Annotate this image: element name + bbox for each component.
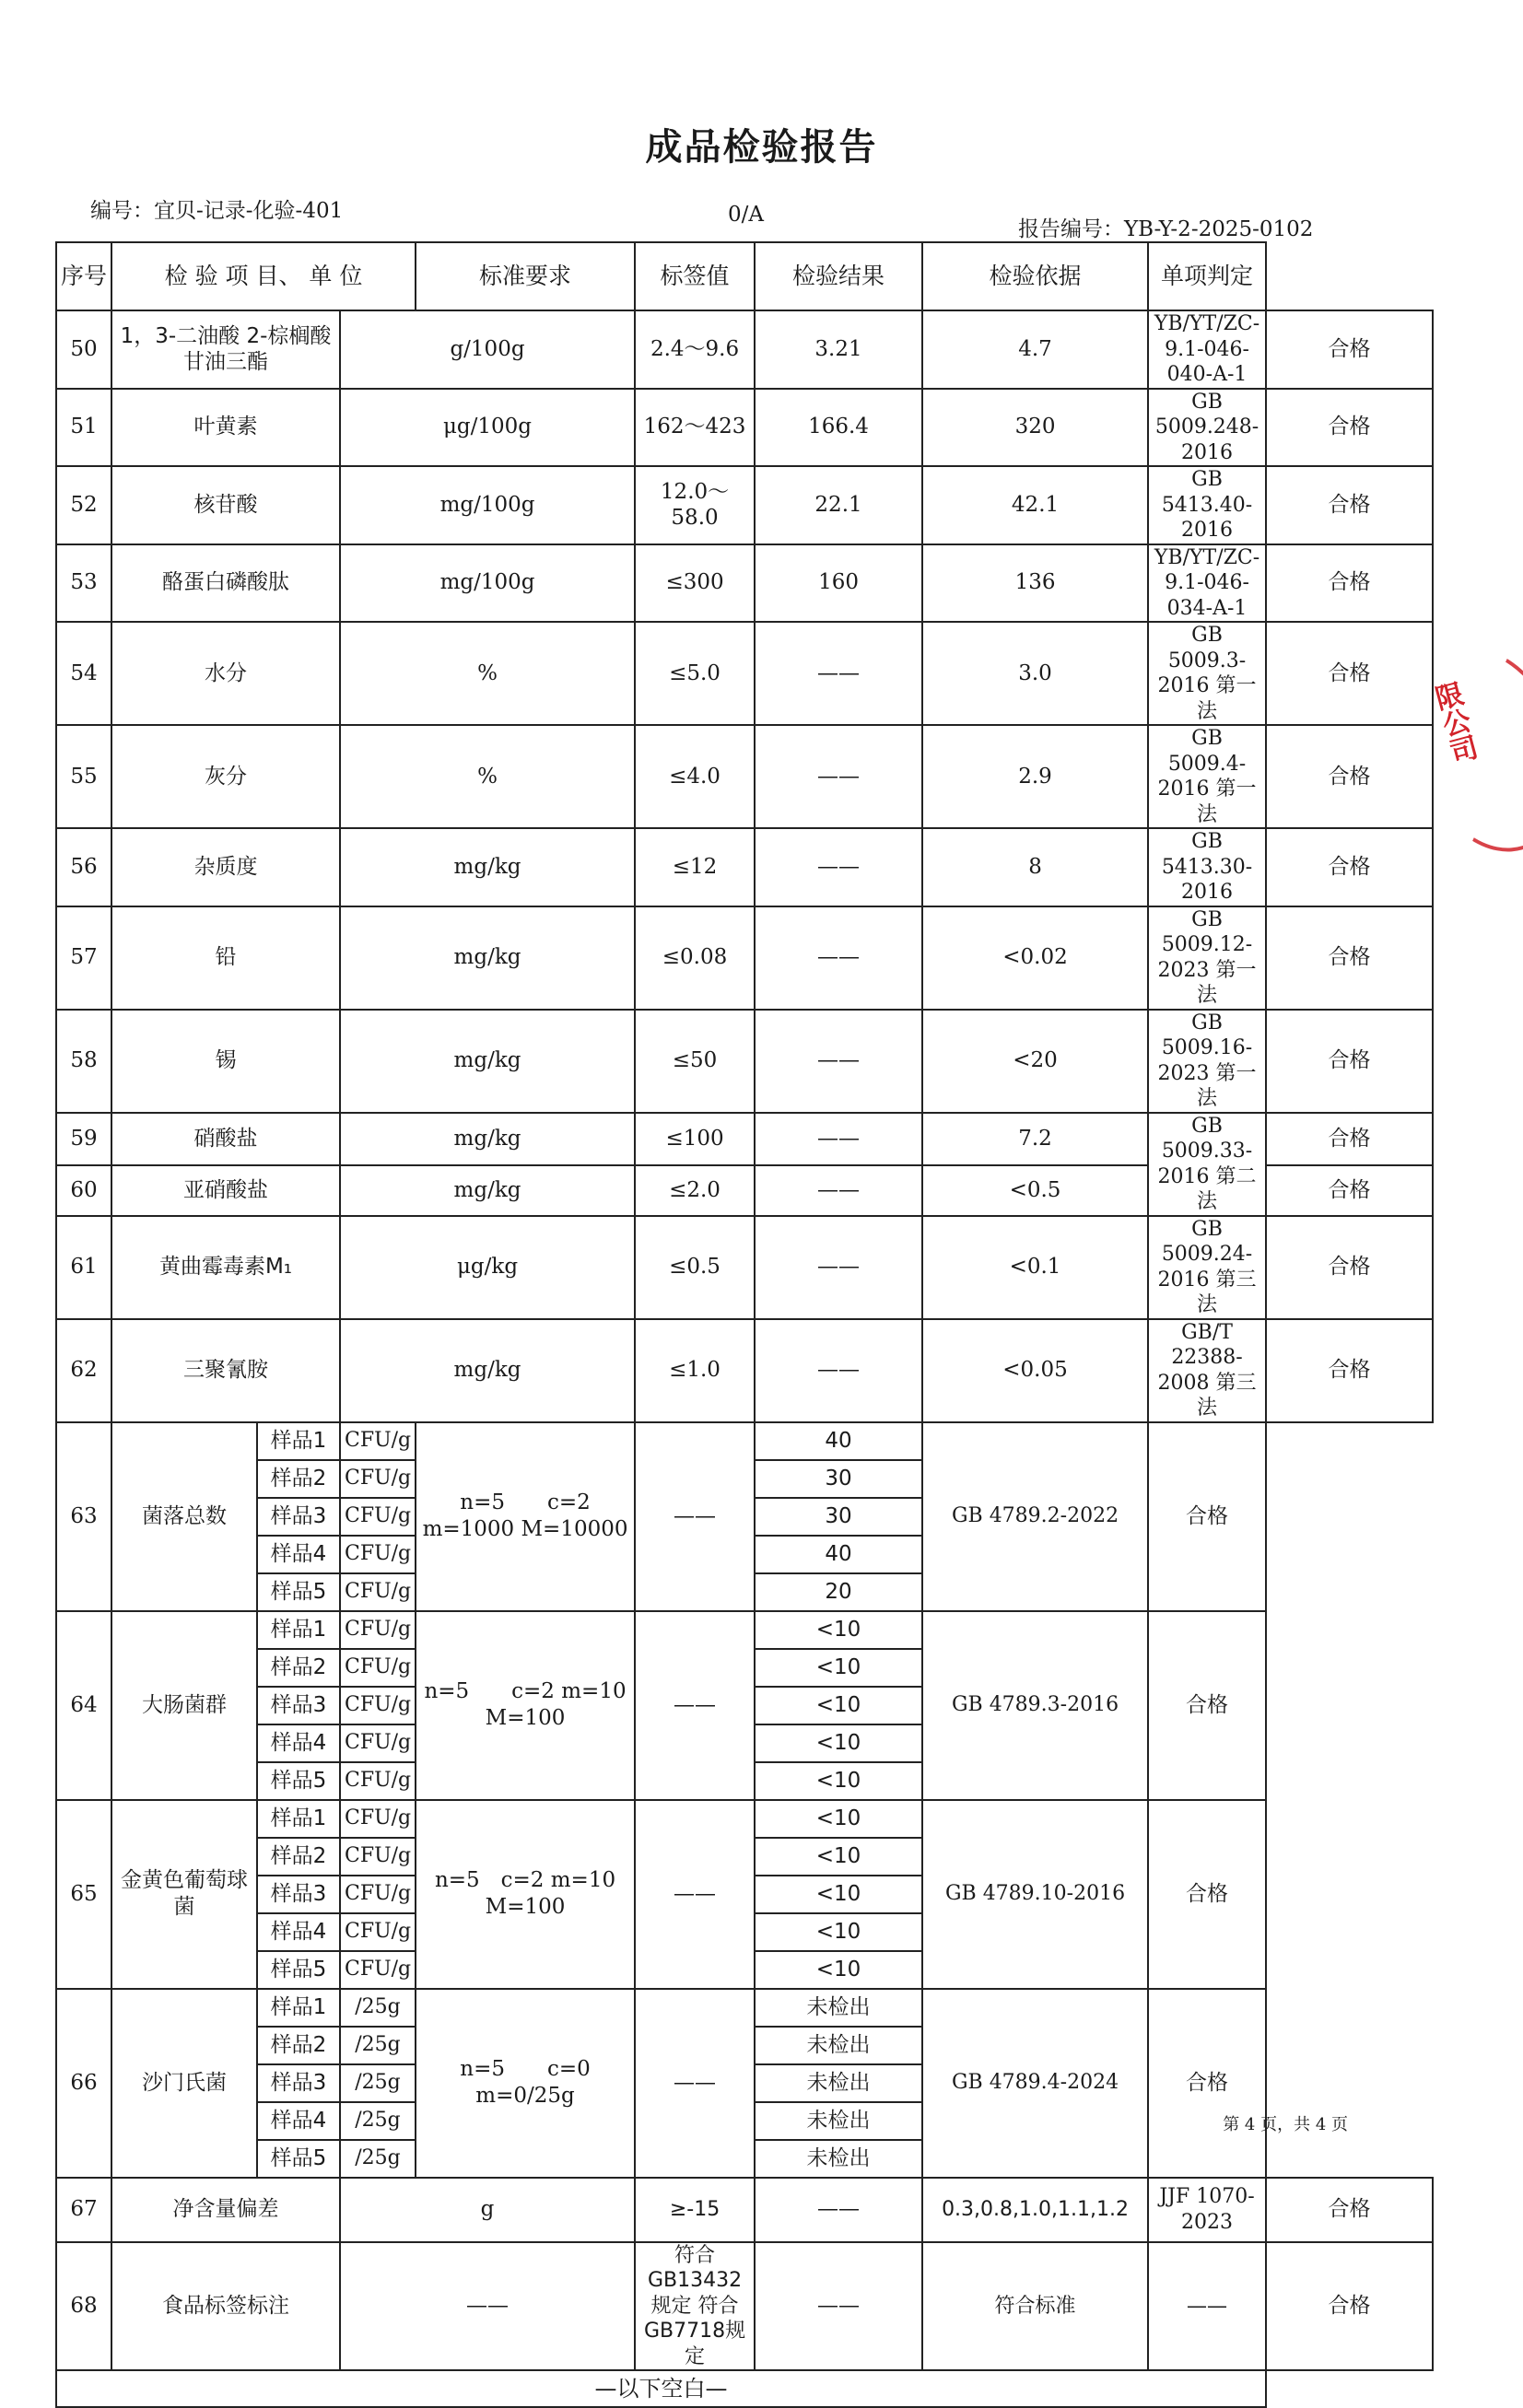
standard-requirement: n=5 c=2 m=10 M=100 [416, 1611, 635, 1800]
row-number: 61 [56, 1216, 111, 1319]
sample-unit: CFU/g [340, 1724, 416, 1762]
sample-name: 样品1 [257, 1989, 340, 2027]
sample-name: 样品4 [257, 1536, 340, 1573]
report-number: 报告编号：YB-Y-2-2025-0102 [1018, 217, 1314, 241]
page-footer: 第 4 页，共 4 页 [1223, 2115, 1348, 2134]
row-number: 66 [56, 1989, 111, 2178]
test-result: 136 [922, 544, 1148, 623]
row-number: 54 [56, 622, 111, 725]
table-row [56, 544, 1433, 623]
test-result: 3.0 [922, 622, 1148, 725]
report-title: 成品检验报告 [645, 126, 878, 169]
sample-unit: CFU/g [340, 1460, 416, 1498]
item-name: 大肠菌群 [111, 1611, 257, 1800]
sample-unit: /25g [340, 2102, 416, 2140]
blank-note: —以下空白— [56, 2370, 1266, 2407]
test-basis: YB/YT/ZC-9.1-046-040-A-1 [1148, 310, 1266, 389]
sample-name: 样品4 [257, 1913, 340, 1951]
item-name: 杂质度 [111, 828, 340, 906]
verdict: 合格 [1266, 1010, 1433, 1113]
test-result: 20 [755, 1573, 922, 1611]
item-unit: g/100g [340, 310, 635, 389]
standard-requirement: ≤0.08 [635, 906, 755, 1010]
sample-name: 样品5 [257, 1573, 340, 1611]
table-row [56, 1989, 1433, 2027]
test-basis: GB 4789.2-2022 [922, 1422, 1148, 1611]
standard-requirement: n=5 c=0 m=0/25g [416, 1989, 635, 2178]
verdict: 合格 [1148, 1800, 1266, 1989]
test-result: <10 [755, 1611, 922, 1649]
item-name: 灰分 [111, 725, 340, 828]
test-result: <10 [755, 1913, 922, 1951]
item-unit: mg/kg [340, 1319, 635, 1422]
sample-unit: CFU/g [340, 1611, 416, 1649]
standard-requirement: 12.0～58.0 [635, 466, 755, 544]
verdict: 合格 [1266, 1216, 1433, 1319]
item-unit: mg/kg [340, 828, 635, 906]
test-result: 40 [755, 1536, 922, 1573]
sample-name: 样品5 [257, 2140, 340, 2178]
item-name: 金黄色葡萄球菌 [111, 1800, 257, 1989]
standard-requirement: ≤300 [635, 544, 755, 623]
item-name: 硝酸盐 [111, 1113, 340, 1165]
test-basis: GB 5413.30-2016 [1148, 828, 1266, 906]
test-basis: GB 5009.248-2016 [1148, 389, 1266, 467]
test-result: 未检出 [755, 2140, 922, 2178]
test-result: <0.02 [922, 906, 1148, 1010]
label-value: —— [755, 1010, 922, 1113]
test-result: <0.1 [922, 1216, 1148, 1319]
sample-name: 样品2 [257, 1460, 340, 1498]
item-unit: —— [340, 2242, 635, 2371]
standard-requirement: ≥-15 [635, 2178, 755, 2242]
sample-unit: CFU/g [340, 1649, 416, 1687]
col-header-item: 检 验 项 目、 单 位 [111, 242, 416, 310]
table-row [56, 1319, 1433, 1422]
test-basis: YB/YT/ZC-9.1-046-034-A-1 [1148, 544, 1266, 623]
table-row [56, 2242, 1433, 2371]
verdict: 合格 [1266, 544, 1433, 623]
verdict: 合格 [1148, 1611, 1266, 1800]
label-value: 22.1 [755, 466, 922, 544]
test-result: 7.2 [922, 1113, 1148, 1165]
table-row [56, 389, 1433, 467]
label-value: —— [755, 622, 922, 725]
test-result: 0.3,0.8,1.0,1.1,1.2 [922, 2178, 1148, 2242]
verdict: 合格 [1148, 1422, 1266, 1611]
standard-requirement: ≤12 [635, 828, 755, 906]
test-result: 4.7 [922, 310, 1148, 389]
row-number: 63 [56, 1422, 111, 1611]
sample-name: 样品4 [257, 2102, 340, 2140]
table-row [56, 466, 1433, 544]
table-row [56, 2178, 1433, 2242]
sample-unit: /25g [340, 1989, 416, 2027]
verdict: 合格 [1266, 2178, 1433, 2242]
row-number: 51 [56, 389, 111, 467]
item-name: 水分 [111, 622, 340, 725]
test-basis: GB 4789.4-2024 [922, 1989, 1148, 2178]
item-unit: mg/kg [340, 906, 635, 1010]
test-result: 8 [922, 828, 1148, 906]
standard-requirement: 2.4～9.6 [635, 310, 755, 389]
sample-unit: CFU/g [340, 1913, 416, 1951]
test-basis: GB 5009.3-2016 第一法 [1148, 622, 1266, 725]
sample-unit: CFU/g [340, 1876, 416, 1913]
label-value: —— [755, 1319, 922, 1422]
test-basis: JJF 1070-2023 [1148, 2178, 1266, 2242]
sample-name: 样品3 [257, 2064, 340, 2102]
verdict: 合格 [1148, 1989, 1266, 2178]
test-result: 未检出 [755, 2027, 922, 2064]
row-number: 68 [56, 2242, 111, 2371]
sample-unit: /25g [340, 2027, 416, 2064]
test-result: <20 [922, 1010, 1148, 1113]
item-name: 沙门氏菌 [111, 1989, 257, 2178]
verdict: 合格 [1266, 1113, 1433, 1165]
verdict: 合格 [1266, 622, 1433, 725]
test-basis: GB 4789.10-2016 [922, 1800, 1148, 1989]
label-value: —— [635, 1989, 755, 2178]
sample-name: 样品3 [257, 1498, 340, 1536]
col-header-std: 标准要求 [416, 242, 635, 310]
table-row [56, 1113, 1433, 1165]
label-value: —— [635, 1422, 755, 1611]
sample-name: 样品5 [257, 1951, 340, 1989]
label-value: —— [755, 1113, 922, 1165]
row-number: 50 [56, 310, 111, 389]
table-row [56, 725, 1433, 828]
test-result: <0.5 [922, 1165, 1148, 1216]
test-result: 30 [755, 1498, 922, 1536]
standard-requirement: 162～423 [635, 389, 755, 467]
test-basis: —— [1148, 2242, 1266, 2371]
item-unit: mg/100g [340, 466, 635, 544]
sample-unit: /25g [340, 2064, 416, 2102]
row-number: 60 [56, 1165, 111, 1216]
standard-requirement: ≤4.0 [635, 725, 755, 828]
standard-requirement: n=5 c=2 m=1000 M=10000 [416, 1422, 635, 1611]
test-basis: GB 5009.33-2016 第二法 [1148, 1113, 1266, 1216]
test-result: 40 [755, 1422, 922, 1460]
item-unit: mg/kg [340, 1113, 635, 1165]
item-name: 锡 [111, 1010, 340, 1113]
verdict: 合格 [1266, 1319, 1433, 1422]
item-name: 净含量偏差 [111, 2178, 340, 2242]
label-value: —— [755, 1216, 922, 1319]
sample-name: 样品1 [257, 1611, 340, 1649]
standard-requirement: n=5 c=2 m=10 M=100 [416, 1800, 635, 1989]
version: 0/A [728, 203, 764, 227]
item-unit: μg/kg [340, 1216, 635, 1319]
test-result: <10 [755, 1724, 922, 1762]
col-header-result: 检验结果 [755, 242, 922, 310]
standard-requirement: ≤1.0 [635, 1319, 755, 1422]
test-basis: GB 5009.24-2016 第三法 [1148, 1216, 1266, 1319]
item-name: 亚硝酸盐 [111, 1165, 340, 1216]
item-unit: μg/100g [340, 389, 635, 467]
test-basis: GB 4789.3-2016 [922, 1611, 1148, 1800]
test-result: 符合标准 [922, 2242, 1148, 2371]
row-number: 58 [56, 1010, 111, 1113]
standard-requirement: 符合GB13432规定 符合GB7718规定 [635, 2242, 755, 2371]
test-result: <10 [755, 1838, 922, 1876]
sample-name: 样品5 [257, 1762, 340, 1800]
row-number: 52 [56, 466, 111, 544]
item-name: 叶黄素 [111, 389, 340, 467]
verdict: 合格 [1266, 466, 1433, 544]
label-value: —— [755, 725, 922, 828]
sample-unit: CFU/g [340, 1762, 416, 1800]
table-row [56, 1800, 1433, 1838]
table-row [56, 906, 1433, 1010]
col-header-basis: 检验依据 [922, 242, 1148, 310]
item-name: 食品标签标注 [111, 2242, 340, 2371]
table-row [56, 2370, 1433, 2407]
table-row [56, 1216, 1433, 1319]
verdict: 合格 [1266, 828, 1433, 906]
row-number: 67 [56, 2178, 111, 2242]
doc-number: 编号：宜贝-记录-化验-401 [90, 199, 344, 223]
test-result: 未检出 [755, 1989, 922, 2027]
label-value: —— [635, 1611, 755, 1800]
test-result: 未检出 [755, 2064, 922, 2102]
row-number: 64 [56, 1611, 111, 1800]
item-unit: g [340, 2178, 635, 2242]
standard-requirement: ≤50 [635, 1010, 755, 1113]
item-name: 铅 [111, 906, 340, 1010]
row-number: 65 [56, 1800, 111, 1989]
item-name: 三聚氰胺 [111, 1319, 340, 1422]
test-result: 未检出 [755, 2102, 922, 2140]
label-value: 166.4 [755, 389, 922, 467]
label-value: —— [755, 906, 922, 1010]
verdict: 合格 [1266, 389, 1433, 467]
row-number: 59 [56, 1113, 111, 1165]
item-unit: mg/kg [340, 1010, 635, 1113]
sample-unit: CFU/g [340, 1573, 416, 1611]
sample-unit: CFU/g [340, 1800, 416, 1838]
label-value: 160 [755, 544, 922, 623]
row-number: 62 [56, 1319, 111, 1422]
sample-name: 样品2 [257, 1838, 340, 1876]
test-result: <10 [755, 1762, 922, 1800]
item-name: 1，3-二油酸 2-棕榈酸甘油三酯 [111, 310, 340, 389]
verdict: 合格 [1266, 1165, 1433, 1216]
verdict: 合格 [1266, 310, 1433, 389]
sample-name: 样品1 [257, 1800, 340, 1838]
col-header-verdict: 单项判定 [1148, 242, 1266, 310]
company-seal-text: 限公司 [1426, 678, 1481, 767]
label-value: —— [755, 2178, 922, 2242]
item-name: 菌落总数 [111, 1422, 257, 1611]
standard-requirement: ≤5.0 [635, 622, 755, 725]
test-result: <0.05 [922, 1319, 1148, 1422]
inspection-table [55, 241, 1434, 2402]
col-header-label: 标签值 [635, 242, 755, 310]
label-value: —— [755, 2242, 922, 2371]
sample-name: 样品2 [257, 2027, 340, 2064]
item-unit: mg/kg [340, 1165, 635, 1216]
verdict: 合格 [1266, 2242, 1433, 2371]
sample-unit: CFU/g [340, 1422, 416, 1460]
sample-name: 样品3 [257, 1876, 340, 1913]
test-basis: GB 5009.16-2023 第一法 [1148, 1010, 1266, 1113]
row-number: 53 [56, 544, 111, 623]
sample-name: 样品4 [257, 1724, 340, 1762]
table-header-row [56, 242, 1433, 310]
standard-requirement: ≤0.5 [635, 1216, 755, 1319]
item-name: 酪蛋白磷酸肽 [111, 544, 340, 623]
standard-requirement: ≤100 [635, 1113, 755, 1165]
test-basis: GB 5009.4-2016 第一法 [1148, 725, 1266, 828]
item-name: 黄曲霉毒素M₁ [111, 1216, 340, 1319]
table-row [56, 310, 1433, 389]
table-row [56, 1611, 1433, 1649]
col-header-no: 序号 [56, 242, 111, 310]
item-unit: mg/100g [340, 544, 635, 623]
test-basis: GB/T 22388-2008 第三法 [1148, 1319, 1266, 1422]
test-result: 2.9 [922, 725, 1148, 828]
item-unit: % [340, 622, 635, 725]
standard-requirement: ≤2.0 [635, 1165, 755, 1216]
sample-unit: CFU/g [340, 1498, 416, 1536]
label-value: —— [755, 1165, 922, 1216]
sample-unit: CFU/g [340, 1951, 416, 1989]
test-result: <10 [755, 1951, 922, 1989]
sample-unit: CFU/g [340, 1687, 416, 1724]
row-number: 56 [56, 828, 111, 906]
item-name: 核苷酸 [111, 466, 340, 544]
table-row [56, 828, 1433, 906]
table-row [56, 622, 1433, 725]
sample-unit: CFU/g [340, 1838, 416, 1876]
sample-unit: CFU/g [340, 1536, 416, 1573]
sample-name: 样品3 [257, 1687, 340, 1724]
test-basis: GB 5009.12-2023 第一法 [1148, 906, 1266, 1010]
label-value: —— [635, 1800, 755, 1989]
test-result: 30 [755, 1460, 922, 1498]
sample-unit: /25g [340, 2140, 416, 2178]
table-row [56, 1010, 1433, 1113]
sample-name: 样品2 [257, 1649, 340, 1687]
test-basis: GB 5413.40-2016 [1148, 466, 1266, 544]
test-result: <10 [755, 1687, 922, 1724]
table-row [56, 1422, 1433, 1460]
test-result: 320 [922, 389, 1148, 467]
test-result: <10 [755, 1649, 922, 1687]
label-value: —— [755, 828, 922, 906]
test-result: <10 [755, 1876, 922, 1913]
verdict: 合格 [1266, 906, 1433, 1010]
item-unit: % [340, 725, 635, 828]
test-result: <10 [755, 1800, 922, 1838]
verdict: 合格 [1266, 725, 1433, 828]
row-number: 55 [56, 725, 111, 828]
sample-name: 样品1 [257, 1422, 340, 1460]
test-result: 42.1 [922, 466, 1148, 544]
label-value: 3.21 [755, 310, 922, 389]
row-number: 57 [56, 906, 111, 1010]
